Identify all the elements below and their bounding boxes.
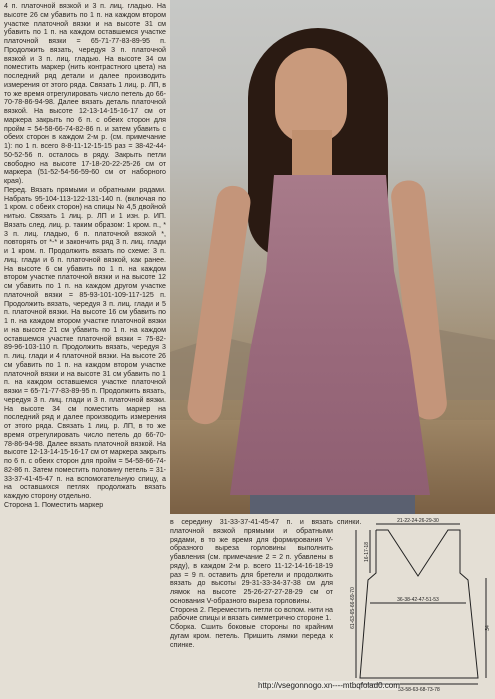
schema-outline — [360, 530, 478, 678]
paragraph-side-2: Сторона 2. Переместить петли со вспом. нити на рабочие спицы и вязать симметрично стороне 1. — [170, 605, 333, 623]
model-photo — [170, 0, 495, 514]
paragraph-assembly: Сборка. Сшить боковые стороны по крайним дугам кром. петель. Пришить лямки переда к спинке. — [170, 623, 333, 649]
left-text-column — [4, 2, 166, 692]
schema-right-label: 34 — [485, 625, 491, 631]
watermark-url: http://vsegonnogo.xn----mtbqfolad0.com — [258, 681, 400, 690]
right-text-word: спинки. — [337, 518, 362, 526]
middle-text-column — [170, 518, 333, 696]
paragraph-front: Перед. Вязать прямыми и обратными рядами. Набрать 95-104-113-122-131-140 п. (включая по 1 кром. с обеих сторон) на спицы № 4,5 двойной нитью. Связать 1 лиц. р. ЛП и 1 изн. р. ИП. Вязать след. лиц. р. таким образом: 1 кром. п., * 3 п. лиц. гладью, 6 п. платочной вязкой *, повторять от *-* и закончить ряд 3 п. лиц. глади и 1 кром. п. Продолжить вязать по схеме: 3 п. лиц. глади и 6 п. платочной вязкой, как ранее. На высоте 6 см убавить по 1 п. на каждом втором участке платочной вязки и на высоте 12 см убавить по 1 п. на каждом другом участке платочной вязки = 85-93-101-109-117-125 п. Продолжить вязать, чередуя 3 п. лиц. глади и 5 п. платочной вязки. На высоте 16 см убавить по 1 п. на каждом втором участке платочной вязки и на высоте 21 см убавить по 1 п. на каждом оставшемся участке платочной вязки = 75-82-89-96-103-110 п. Продолжить вязать, чередуя 3 п. лиц. глади и 4 платочной вязки. На высоте 26 см убавить по 1 п. на каждом втором участке платочной вязки и на высоте 31 см убавить по 1 п. на каждом оставшемся участке платочной вязки = 65-71-77-83-89-95 п. Продолжить вязать, чередуя 3 п. лиц. глади и 3 п. платочной вязки. На высоте 34 см поместить маркер на последний ряд и далее производить измерения от этого ряда. Связать 1 лиц. р. ЛП, в то же время отрегулировать число петель до 66-70-78-86-94-98. Далее вязать платочной вязкой. На высоте 12-13-14-15-16-17 см от маркера закрыть по 6 п. с обеих сторон для пройм = 54-58-66-74-82-86 п. Затем поместить половину петель = 31-33-37-41-45-47 п. на вспомогательную спицу, а на оставшихся петлях продолжать вязать каждую сторону отдельно. — [4, 185, 166, 500]
side-1-heading: Сторона 1. Поместить маркер — [4, 500, 104, 509]
schema-top-label: 21-22-24-26-29-30 — [397, 518, 439, 524]
paragraph-side-1: в середину 31-33-37-41-45-47 п. и вязать платочной вязкой прямыми и обратными рядами, в то же время для формирования V-образного выреза горловины выполнить убавления (см. примечание 2 = 2 п. убавлены в ряду), в каждом 2-м р. всего 11-12-14-16-18-19 раз = 9 п. оставить для бретели и продолжить вязать до высоты 29-31-33-34-37-38 см для лямок на высоте 25-26-27-27-28-29 см от основания V-образного выреза горловины. — [170, 518, 333, 605]
paragraph-back: 4 п. платочной вязкой и 3 п. лиц. гладью. На высоте 26 см убавить по 1 п. на каждом втором участке платочной вязки и на высоте 31 см убавить по 1 п. на каждом оставшемся участке платочной вязки = 65-71-77-83-89-95 п. Продолжить вязать, чередуя 3 п. платочной вязкой и 3 п. лиц. гладью. На высоте 34 см поместить маркер (нить контрастного цвета) на последний ряд детали и далее производить измерения от этого ряда. Связать 1 лиц. р. ЛП, в то же время отрегулировать число петель до 66-70-78-86-94-98. Далее вязать деталь платочной вязкой. На высоте 12-13-14-15-16-17 см от маркера закрыть по 6 п. с обеих сторон для пройм = 54-58-66-74-82-86 п. и затем убавить с обеих сторон в каждом 2-м р. (см. примечание 1): по 1 п. всего 8-8-11-12-15-15 раз = 38-42-44-50-52-56 п. осталось в ряду. Закрыть петли свободно на высоте 17-18-20-22-25-26 см от маркера (51-52-54-56-59-60 см от наборного края). — [4, 2, 166, 185]
neck — [292, 130, 332, 180]
schema-left-inner-label: 16-17-18 — [364, 541, 370, 563]
face — [275, 48, 347, 143]
schema-middle-label: 36-38-42-47-51-53 — [397, 597, 439, 603]
schema-bottom-label: 53-58-63-68-73-78 — [398, 687, 440, 693]
schema-left-outer-label: 61-63-65-66-69-70 — [350, 587, 356, 629]
pattern-schema — [346, 518, 492, 693]
